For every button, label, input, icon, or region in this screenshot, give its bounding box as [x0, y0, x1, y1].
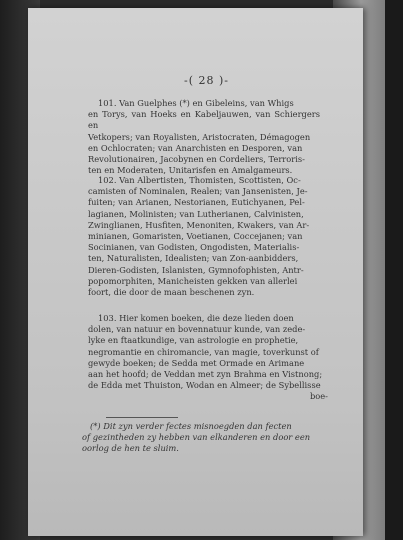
footnote-line: (*) Dit zyn verder fectes misnoegden dan fecten: [90, 421, 292, 431]
text-line: lagianen, Molinisten; van Lutherianen, Calvinisten,: [88, 208, 304, 219]
text-line: foort, die door de maan beschenen zyn.: [88, 287, 255, 298]
text-line: dolen, van natuur en bovennatuur kunde, van zede-: [88, 324, 306, 335]
text-line: en Torys, van Hoeks en Kabeljauwen, van Schiergers en: [88, 109, 320, 131]
text-line: Socinianen, van Godisten, Ongodisten, Materialis-: [88, 242, 300, 253]
text-line: gewyde boeken; de Sedda met Ormade en Arimane: [88, 357, 305, 368]
catchword: boe-: [309, 391, 328, 402]
book-right-edge: [385, 0, 403, 540]
text-line: 101. Van Guelphes (*) en Gibeleins, van Whigs: [98, 98, 294, 108]
paragraph-102: [88, 175, 320, 298]
text-line: ten, Naturalisten, Idealisten; van Zon-aanbidders,: [88, 253, 299, 264]
text-line: ten en Moderaten, Unitarisfen en Amalgameurs.: [88, 165, 293, 176]
text-line: fuiten; van Arianen, Nestorianen, Eutichyanen, Pel-: [88, 197, 305, 208]
text-line: popomorphiten, Manicheisten gekken van allerlei: [88, 275, 298, 286]
text-line: de Edda met Thuiston, Wodan en Almeer; de Sybellisse: [88, 380, 321, 391]
text-line: 103. Hier komen boeken, die deze lieden doen: [98, 313, 294, 323]
text-line: Zwinglianen, Husfiten, Menoniten, Kwakers, van Ar-: [88, 219, 310, 230]
paragraph-101: [88, 98, 320, 176]
text-line: en Ochlocraten; van Anarchisten en Desporen, van: [88, 142, 303, 153]
text-line: Dieren-Godisten, Islanisten, Gymnofophisten, Antr-: [88, 264, 304, 275]
text-line: Revolutionairen, Jacobynen en Cordeliers, Terroris-: [88, 154, 305, 165]
text-line: Vetkopers; van Royalisten, Aristocraten, Démagogen: [88, 131, 311, 142]
footnote-line: of gezintheden zy hebben van elkanderen en door een: [82, 432, 311, 443]
text-line: minianen, Gomaristen, Voetianen, Coccejanen; van: [88, 231, 303, 242]
page-number: -( 28 )-: [184, 74, 230, 87]
footnote-line: oorlog de hen te sluim.: [82, 443, 179, 454]
text-line: aan het hoofd; de Veddan met zyn Brahma en Vistnong;: [88, 369, 323, 380]
text-line: camisten of Nominalen, Realen; van Jansenisten, Je-: [88, 186, 308, 197]
book-page: [28, 8, 363, 536]
footnote: [82, 421, 322, 455]
footnote-divider: [106, 417, 178, 418]
text-line: lyke en ftaatkundige, van astrologie en prophetie,: [88, 335, 299, 346]
text-line: negromantie en chiromancie, van magie, toverkunst of: [88, 346, 319, 357]
paragraph-103: [88, 313, 328, 403]
text-line: 102. Van Albertisten, Thomisten, Scottisten, Oc-: [98, 175, 301, 185]
